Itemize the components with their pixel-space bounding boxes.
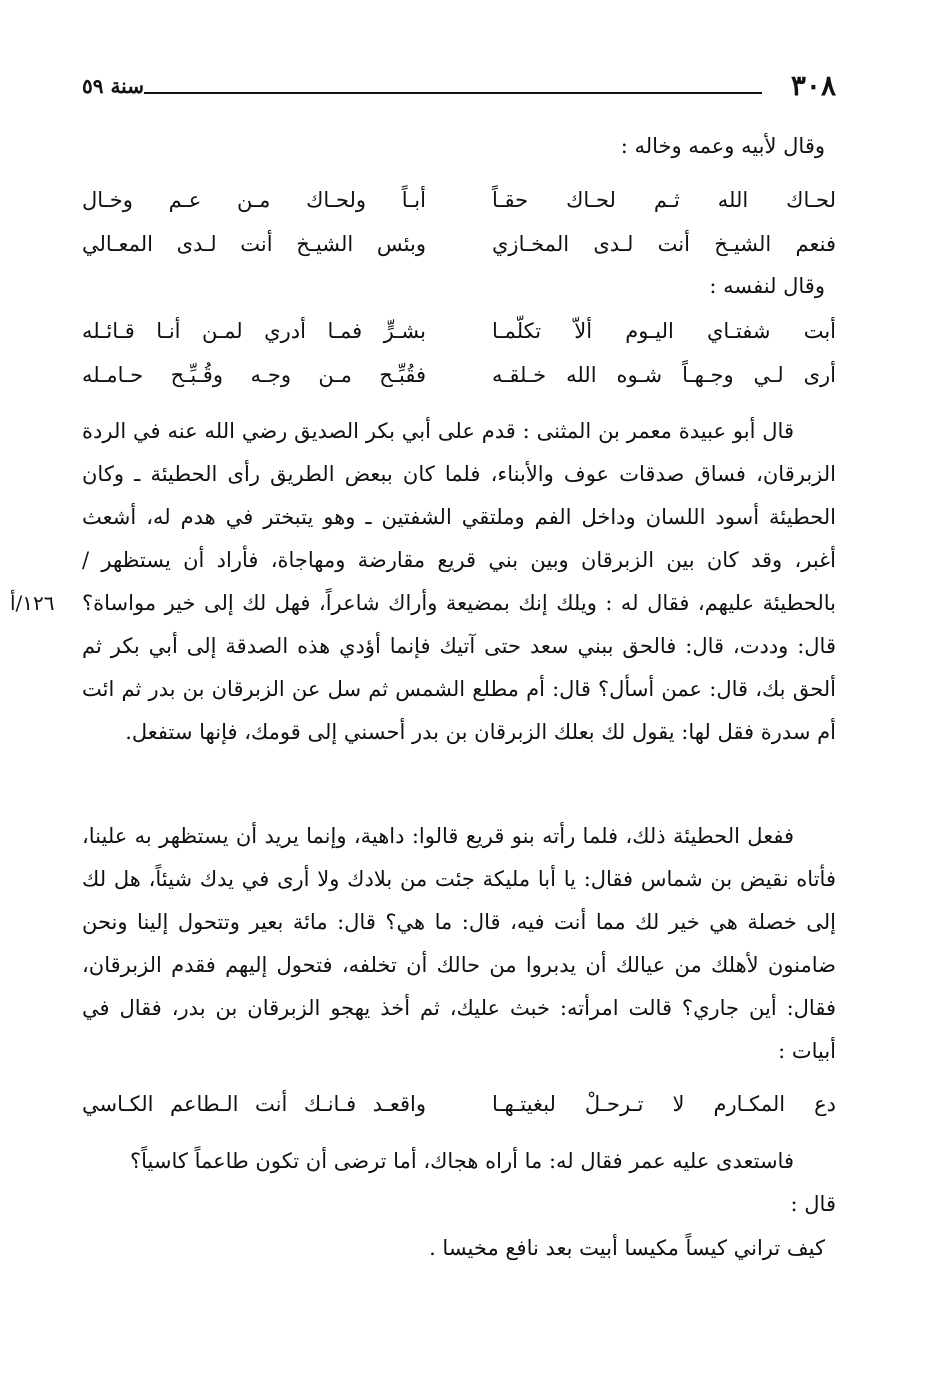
prose-block xyxy=(82,410,836,754)
second-hemistich: أبـاً ولحـاك مـن عـم وخـال xyxy=(82,188,426,212)
paragraph: قال أبو عبيدة معمر بن المثنى : قدم على أبي بكر الصديق رضي الله عنه في الردة الزبرقان، فساق صدقات عوف والأبناء، فلما كان ببعض الطريق رأى الحطيئة ـ وكان الحطيئة أسود اللسان وداخل الفم وملتقي الشفتين ـ وهو يتبختر في هدم له، أشعث أغبر، وقد كان بين الزبرقان وبين بني قريع مقارضة ومهاجاة، فأراد أن يستظهر / بالحطيئة عليهم، فقال له : ويلك إنك بمضيعة وأراك شاعراً، فهل لك إلى خير مواساة؟ قال: وددت، قال: فالحق ببني سعد حتى آتيك فإنما أؤدي هذه الصدقة إلى أبي بكر ثم ألحق بك، قال: عمن أسأل؟ قال: أم مطلع الشمس ثم سل عن الزبرقان بن بدر ثم ائت أم سدرة فقل لها: يقول لك بعلك الزبرقان بن بدر أحسني إلى قومك، فإنها ستفعل. xyxy=(82,419,836,744)
second-hemistich: بشـرٍّ فمـا أدري لمـن أنـا قـائـله xyxy=(82,319,426,343)
second-hemistich: واقعـد فـانـك أنت الـطاعم الكـاسي xyxy=(82,1092,426,1116)
manuscript-folio-ref: ١٢٦/أ xyxy=(10,591,55,615)
intro-line: وقال لنفسه : xyxy=(709,274,825,298)
first-hemistich: دع المكـارم لا تـرحـلْ لبغيتـهـا xyxy=(492,1092,836,1116)
first-hemistich: أبت شفتـاي اليـوم ألاّ تكلّمـا xyxy=(492,319,836,343)
paragraph: ففعل الحطيئة ذلك، فلما رأته بنو قريع قالوا: داهية، وإنما يريد أن يستظهر به علينا، فأتاه نقيض بن شماس فقال: يا أبا مليكة جئت من بلادك ولا أرى في يدك شيئاً، هل لك إلى خصلة هي خير لك مما أنت فيه، قال: ما هي؟ قال: مائة بعير وتتحول إلينا ونحن ضامنون لأهلك من عيالك أن يدبروا من حالك أن تخلفه، فتحول إليهم فقدم الزبرقان، فقال: أين جاري؟ قالت امرأته: خبث عليك، ثم أخذ يهجو الزبرقان بن بدر، فقال في أبيات : xyxy=(82,824,836,1063)
paragraph: فاستعدى عليه عمر فقال له: ما أراه هجاك، أما ترضى أن تكون طاعماً كاسياً؟ xyxy=(130,1149,794,1173)
header-rule xyxy=(144,92,762,94)
verse-line xyxy=(82,222,836,266)
first-hemistich: لحـاك الله ثـم لحـاك حقـاً xyxy=(492,188,836,212)
verse-line xyxy=(82,178,836,222)
final-verse-line: كيف تراني كيساً مكيسا أبيت بعد نافع مخيسا . xyxy=(429,1236,825,1260)
second-hemistich: فقُبِّـح مـن وجـه وقُـبِّـح حـامـله xyxy=(82,363,426,387)
first-hemistich: فنعم الشيـخ أنت لـدى المخـازي xyxy=(492,232,836,256)
verse-line xyxy=(82,309,836,353)
said-line: قال : xyxy=(790,1192,836,1216)
first-hemistich: أرى لـي وجـهـاً شـوه الله خـلقـه xyxy=(492,363,836,387)
intro-line: وقال لأبيه وعمه وخاله : xyxy=(620,134,825,158)
verse-line xyxy=(82,1082,836,1126)
prose-block xyxy=(82,1140,836,1226)
verse-line xyxy=(82,353,836,397)
page-number: ٣٠٨ xyxy=(790,69,836,102)
prose-block xyxy=(82,815,836,1073)
year-label: سنة ٥٩ xyxy=(82,74,144,98)
running-header xyxy=(82,66,836,106)
second-hemistich: وبئس الشيـخ أنت لـدى المعـالي xyxy=(82,232,426,256)
